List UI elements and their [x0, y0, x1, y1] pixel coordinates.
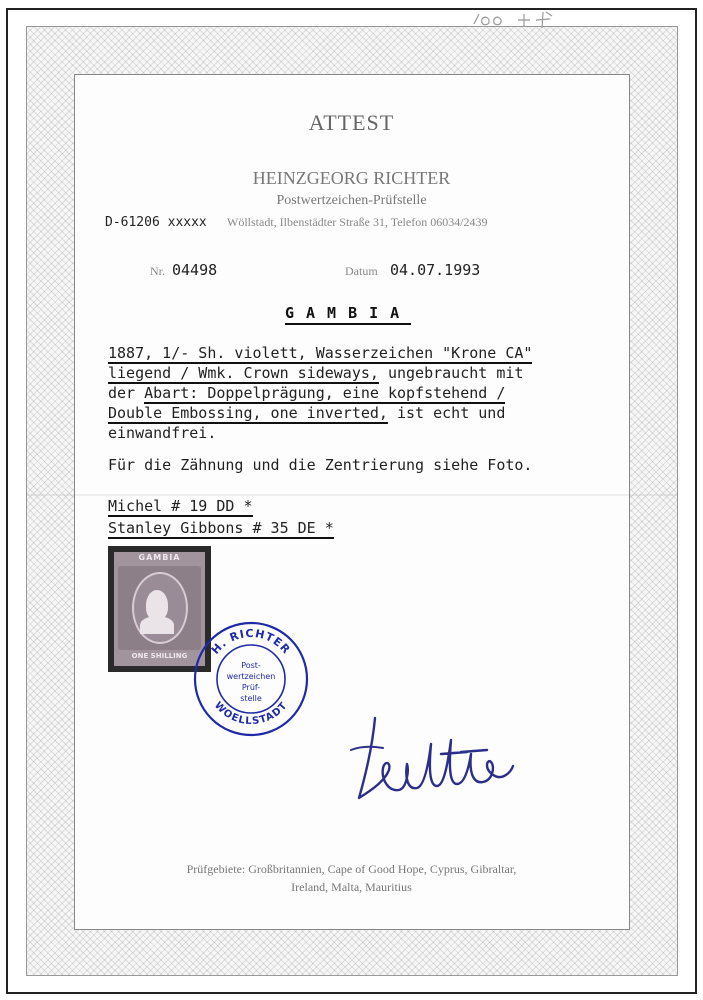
examiner-seal	[192, 620, 310, 738]
certificate-number: 04498	[172, 261, 218, 279]
seal-center-line-3: Prüf-	[241, 683, 261, 692]
stamp-description	[108, 343, 608, 443]
examiner-address: Wöllstadt, Ilbenstädter Straße 31, Telefon 06034/2439	[227, 215, 488, 229]
description-line-3-pre: der	[108, 384, 145, 402]
seal-center-line-2: wertzeichen	[226, 672, 276, 681]
description-line-1: 1887, 1/- Sh. violett, Wasserzeichen "Krone CA"	[108, 344, 533, 362]
seal-center-line-1: Post-	[241, 661, 261, 670]
queen-bust-icon	[140, 616, 174, 634]
examination-scope-line-2: Ireland, Malta, Mauritius	[291, 880, 412, 894]
pencil-note	[470, 6, 570, 32]
fold-line	[26, 494, 678, 496]
description-line-3-underlined: Abart: Doppelprägung, eine kopfstehend /	[144, 384, 506, 402]
description-line-4-rest: ist echt und	[387, 404, 506, 422]
examiner-name: HEINZGEORG RICHTER	[252, 168, 451, 188]
examiner-signature	[345, 710, 515, 810]
description-line-2-underlined: liegend / Wmk. Crown sideways,	[108, 364, 379, 382]
certificate-number-label: Nr.	[150, 264, 165, 278]
description-line-4-underlined: Double Embossing, one inverted,	[108, 404, 388, 422]
seal-bottom-text: WOELLSTADT	[211, 699, 290, 728]
certificate-date: 04.07.1993	[390, 261, 481, 279]
examination-scope-line-1: Prüfgebiete: Großbritannien, Cape of Good Hope, Cyprus, Gibraltar,	[186, 862, 517, 876]
certificate-title: ATTEST	[308, 110, 395, 135]
stamp-value-text: ONE SHILLING	[131, 652, 188, 660]
date-label: Datum	[345, 264, 378, 278]
stamp-frame	[118, 566, 201, 650]
country-heading: GAMBIA	[285, 304, 411, 325]
stamp-top-text: GAMBIA	[138, 553, 181, 562]
description-line-2-rest: ungebraucht mit	[378, 364, 524, 382]
address-prefix: D-61206 xxxxx	[105, 215, 207, 230]
seal-center-line-4: stelle	[240, 694, 262, 703]
michel-catalog-number: Michel # 19 DD *	[108, 497, 253, 515]
perforation-note: Für die Zähnung und die Zentrierung siehe Foto.	[108, 456, 533, 474]
description-line-5: einwandfrei.	[108, 424, 217, 442]
examiner-subtitle: Postwertzeichen-Prüfstelle	[276, 193, 427, 208]
stanley-gibbons-catalog-number: Stanley Gibbons # 35 DE *	[108, 519, 334, 537]
seal-top-text: H. RICHTER	[208, 626, 294, 657]
